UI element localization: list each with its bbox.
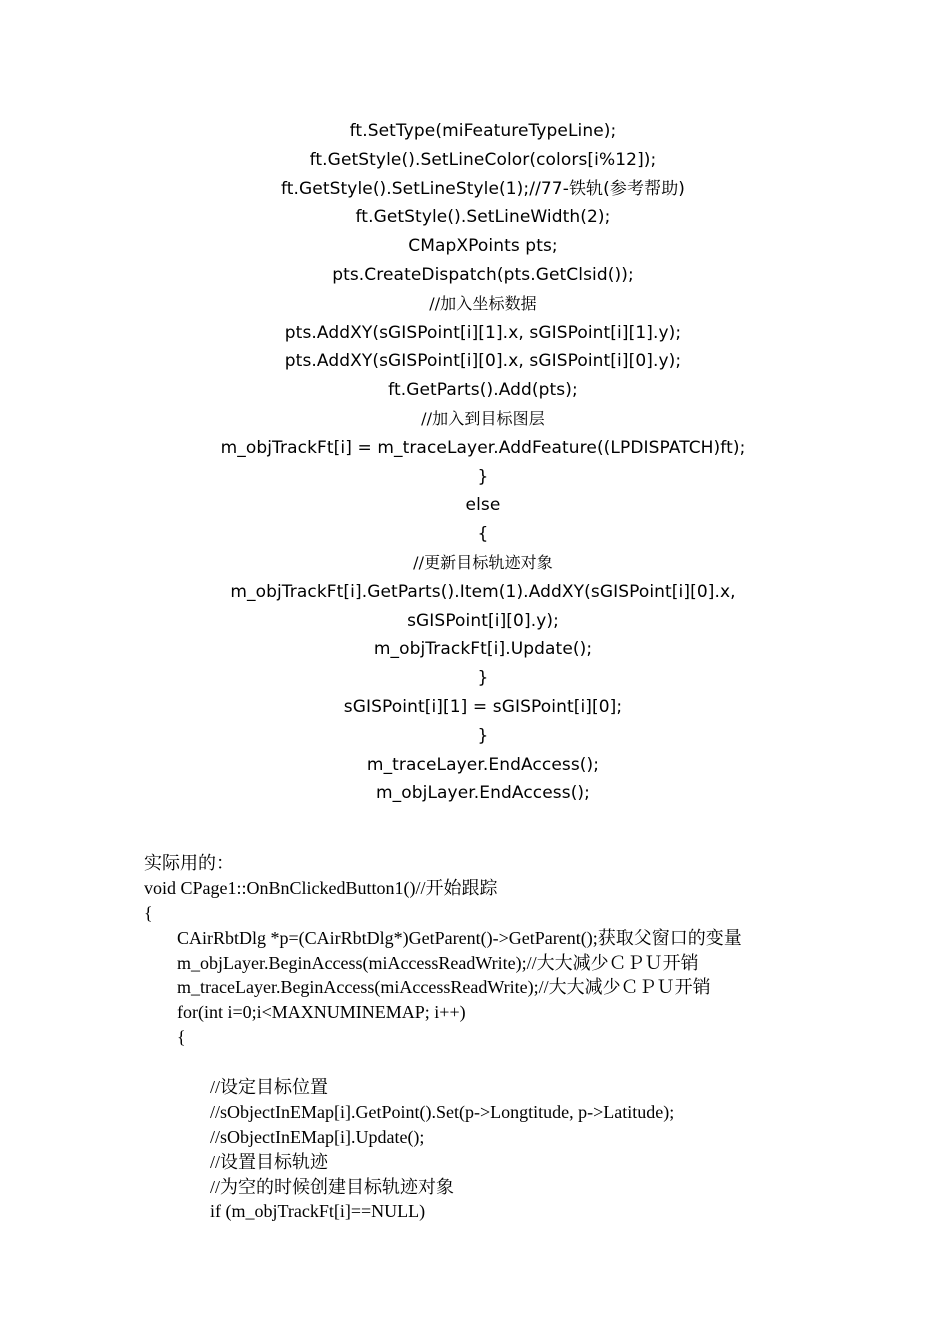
code-line: sGISPoint[i][1] = sGISPoint[i][0];	[343, 696, 623, 717]
code-line: sGISPoint[i][0].y);	[407, 610, 559, 631]
code-line: {	[144, 902, 153, 923]
code-line: {	[477, 524, 489, 545]
code-line: m_objLayer.BeginAccess(miAccessReadWrite);//大大减少ＣＰＵ开销	[177, 952, 699, 973]
code-line: ft.GetStyle().SetLineStyle(1);//77-铁轨(参考帮助)	[280, 178, 686, 199]
code-line: ft.SetType(miFeatureTypeLine);	[349, 121, 617, 141]
function-signature: void CPage1::OnBnClickedButton1()//开始跟踪	[144, 877, 498, 898]
code-line: for(int i=0;i<MAXNUMINEMAP; i++)	[177, 1002, 466, 1023]
code-line: if (m_objTrackFt[i]==NULL)	[210, 1201, 426, 1222]
centered-code-block	[0, 117, 950, 808]
code-line: {	[177, 1027, 186, 1048]
code-line: pts.AddXY(sGISPoint[i][0].x, sGISPoint[i][0].y);	[284, 351, 682, 372]
code-line: }	[477, 466, 489, 487]
actual-use-section	[144, 851, 924, 1224]
code-line: m_objTrackFt[i].GetParts().Item(1).AddXY(sGISPoint[i][0].x,	[230, 581, 736, 602]
code-line: m_objLayer.EndAccess();	[375, 783, 590, 804]
code-line: m_objTrackFt[i].Update();	[373, 639, 593, 660]
code-line: CAirRbtDlg *p=(CAirRbtDlg*)GetParent()->GetParent();获取父窗口的变量	[177, 927, 742, 948]
code-line: pts.CreateDispatch(pts.GetClsid());	[332, 264, 634, 285]
code-line: else	[465, 495, 501, 516]
code-line: }	[477, 725, 489, 746]
code-line: pts.AddXY(sGISPoint[i][1].x, sGISPoint[i][1].y);	[284, 322, 682, 343]
code-line: }	[477, 668, 489, 689]
code-line: m_objTrackFt[i] = m_traceLayer.AddFeature((LPDISPATCH)ft);	[220, 437, 746, 458]
code-line: CMapXPoints pts;	[408, 236, 558, 257]
code-line: m_traceLayer.BeginAccess(miAccessReadWrite);//大大减少ＣＰＵ开销	[177, 977, 711, 998]
code-line: //sObjectInEMap[i].Update();	[210, 1126, 425, 1147]
code-line: ft.GetStyle().SetLineWidth(2);	[355, 207, 611, 228]
code-line: m_traceLayer.EndAccess();	[366, 754, 600, 775]
code-comment-line: //设定目标位置	[210, 1077, 329, 1098]
code-comment-line: //加入坐标数据	[429, 293, 537, 313]
code-comment-line: //加入到目标图层	[421, 408, 545, 428]
blank-line	[144, 1050, 924, 1075]
code-line: ft.GetParts().Add(pts);	[388, 380, 578, 401]
code-comment-line: //更新目标轨迹对象	[413, 552, 553, 572]
code-line: ft.GetStyle().SetLineColor(colors[i%12]);	[309, 149, 657, 170]
section-heading: 实际用的：	[144, 853, 234, 873]
code-comment-line: //设置目标轨迹	[210, 1151, 329, 1172]
code-comment-line: //为空的时候创建目标轨迹对象	[210, 1176, 455, 1197]
code-line: //sObjectInEMap[i].GetPoint().Set(p->Longtitude, p->Latitude);	[210, 1101, 675, 1122]
